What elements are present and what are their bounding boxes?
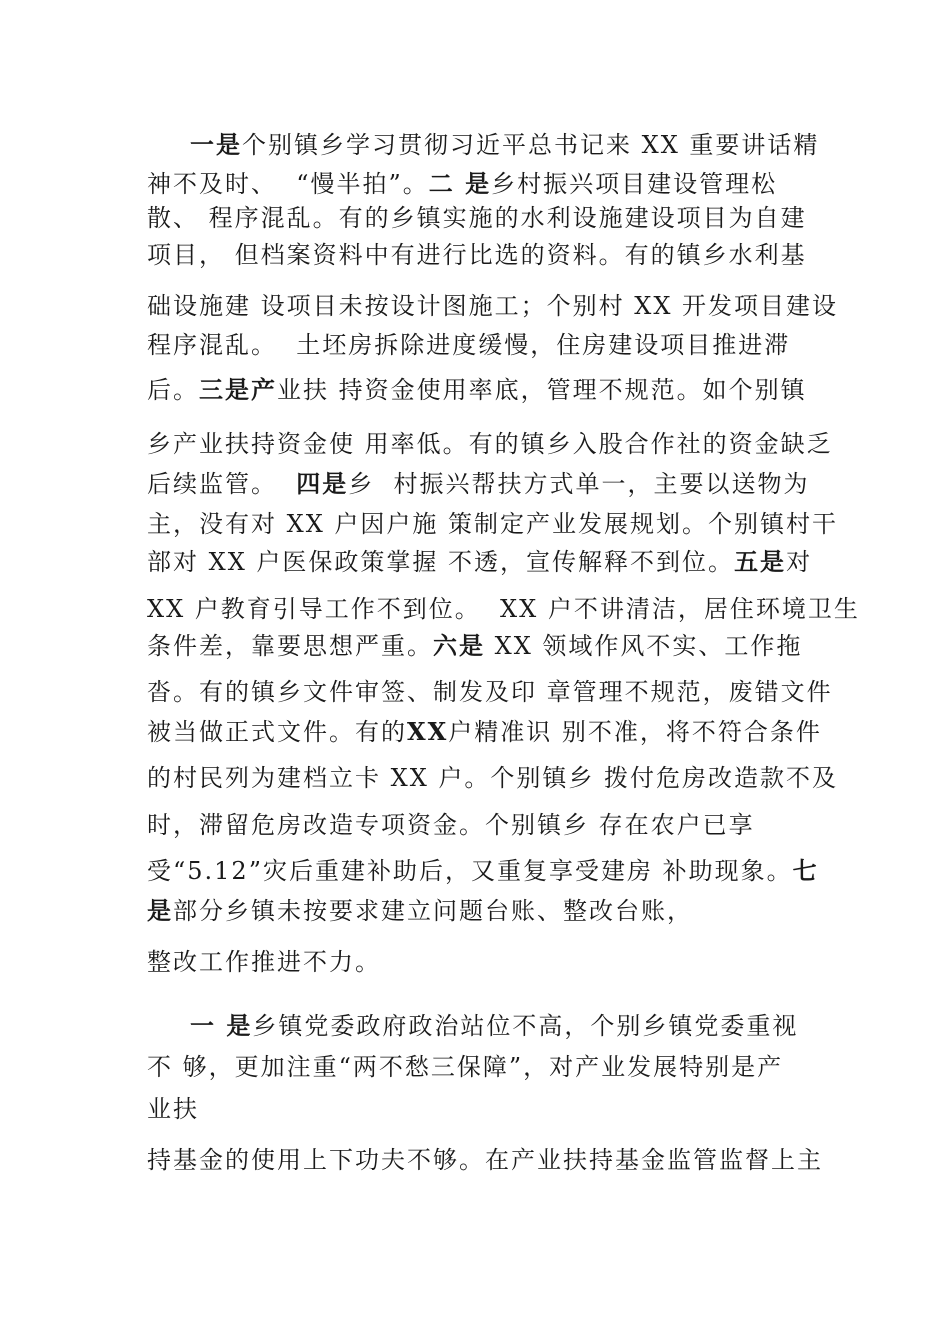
text-line — [147, 807, 755, 843]
text-run: 部对 XX 户医保政策掌握 不透，宣传解释不到位。 — [147, 548, 735, 576]
text-run: 后续监管。 — [147, 470, 297, 498]
text-run: 乡镇党委政府政治站位不高，个别乡镇党委重视 — [252, 1012, 799, 1040]
text-run: 项目， 但档案资料中有进行比选的资料。有的镇乡水利基 — [147, 241, 807, 269]
text-run: 整改工作推进不力。 — [147, 948, 381, 976]
text-run: 条件差，靠要思想严重。 — [147, 632, 433, 660]
text-run: 础设施建 设项目未按设计图施工；个别村 XX 开发项目建设 — [147, 292, 839, 320]
text-line — [147, 853, 819, 889]
text-line — [147, 506, 838, 542]
text-line — [147, 628, 802, 664]
bold-lead-text: 六是 — [433, 631, 485, 660]
text-run: 受“5.12”灾后重建补助后，又重复享受建房 补助现象。 — [147, 857, 793, 885]
text-line — [147, 200, 807, 236]
bold-lead-text: 是 — [147, 896, 173, 925]
bold-lead-text: 二 是 — [428, 169, 492, 198]
bold-lead-text: 七 — [792, 856, 819, 885]
text-line — [190, 1008, 798, 1044]
text-line — [147, 944, 381, 980]
bold-lead-text: 三是产 — [199, 375, 277, 404]
text-line — [190, 127, 819, 163]
text-line — [147, 288, 838, 324]
text-line — [147, 466, 810, 502]
text-run: 被当做正式文件。有的 — [147, 718, 407, 746]
text-line — [147, 1091, 199, 1127]
text-line — [147, 893, 693, 929]
text-line — [147, 544, 812, 580]
text-line — [147, 714, 822, 750]
text-run: 神不及时、 “慢半拍”。 — [147, 170, 429, 198]
text-line — [147, 426, 833, 462]
text-line — [147, 372, 807, 408]
text-run: 程序混乱。 土坯房拆除进度缓慢，住房建设项目推进滞 — [147, 331, 791, 359]
text-run: 业扶 持资金使用率底，管理不规范。如个别镇 — [277, 376, 807, 404]
text-run: 主，没有对 XX 户因户施 策制定产业发展规划。个别镇村干 — [147, 510, 839, 538]
text-run: 对 — [786, 548, 813, 576]
text-run: 持基金的使用上下功夫不够。在产业扶持基金监管监督上主 — [147, 1146, 823, 1174]
text-line — [147, 237, 807, 273]
bold-lead-text: 一 是 — [190, 1011, 253, 1040]
text-run: XX 户教育引导工作不到位。 XX 户不讲清洁，居住环境卫生 — [147, 595, 860, 623]
text-run: 乡产业扶持资金使 用率低。有的镇乡入股合作社的资金缺乏 — [147, 430, 833, 458]
text-run: 沓。有的镇乡文件审签、制发及印 章管理不规范，废错文件 — [147, 678, 833, 706]
text-run: 后。 — [147, 376, 199, 404]
bold-lead-text: 五是 — [734, 547, 787, 576]
text-line — [147, 1142, 823, 1178]
text-run: 的村民列为建档立卡 XX 户。个别镇乡 拨付危房改造款不及 — [147, 764, 839, 792]
text-run: 部分乡镇未按要求建立问题台账、整改台账， — [173, 897, 693, 925]
text-line — [147, 1049, 783, 1085]
bold-lead-text: 四是 — [296, 469, 349, 498]
text-run: 乡村振兴项目建设管理松 — [491, 170, 778, 198]
text-line — [147, 674, 833, 710]
text-run: 散、 程序混乱。有的乡镇实施的水利设施建设项目为自建 — [147, 204, 807, 232]
text-line — [147, 591, 860, 627]
text-run: 户精准识 别不准，将不符合条件 — [448, 718, 822, 746]
bold-lead-text: XX — [407, 717, 449, 746]
text-run: XX 领域作风不实、工作拖 — [485, 632, 803, 660]
text-run: 乡 村振兴帮扶方式单一，主要以送物为 — [348, 470, 810, 498]
text-run: 时，滞留危房改造专项资金。个别镇乡 存在农户已享 — [147, 811, 755, 839]
text-line — [147, 327, 790, 363]
bold-lead-text: 一是 — [190, 130, 242, 159]
text-line — [147, 760, 838, 796]
text-run: 不 够，更加注重“两不愁三保障”，对产业发展特别是产 — [147, 1053, 784, 1081]
text-run: 业扶 — [147, 1095, 199, 1123]
text-run: 个别镇乡学习贯彻习近平总书记来 XX 重要讲话精 — [242, 131, 820, 159]
text-line — [147, 166, 777, 202]
